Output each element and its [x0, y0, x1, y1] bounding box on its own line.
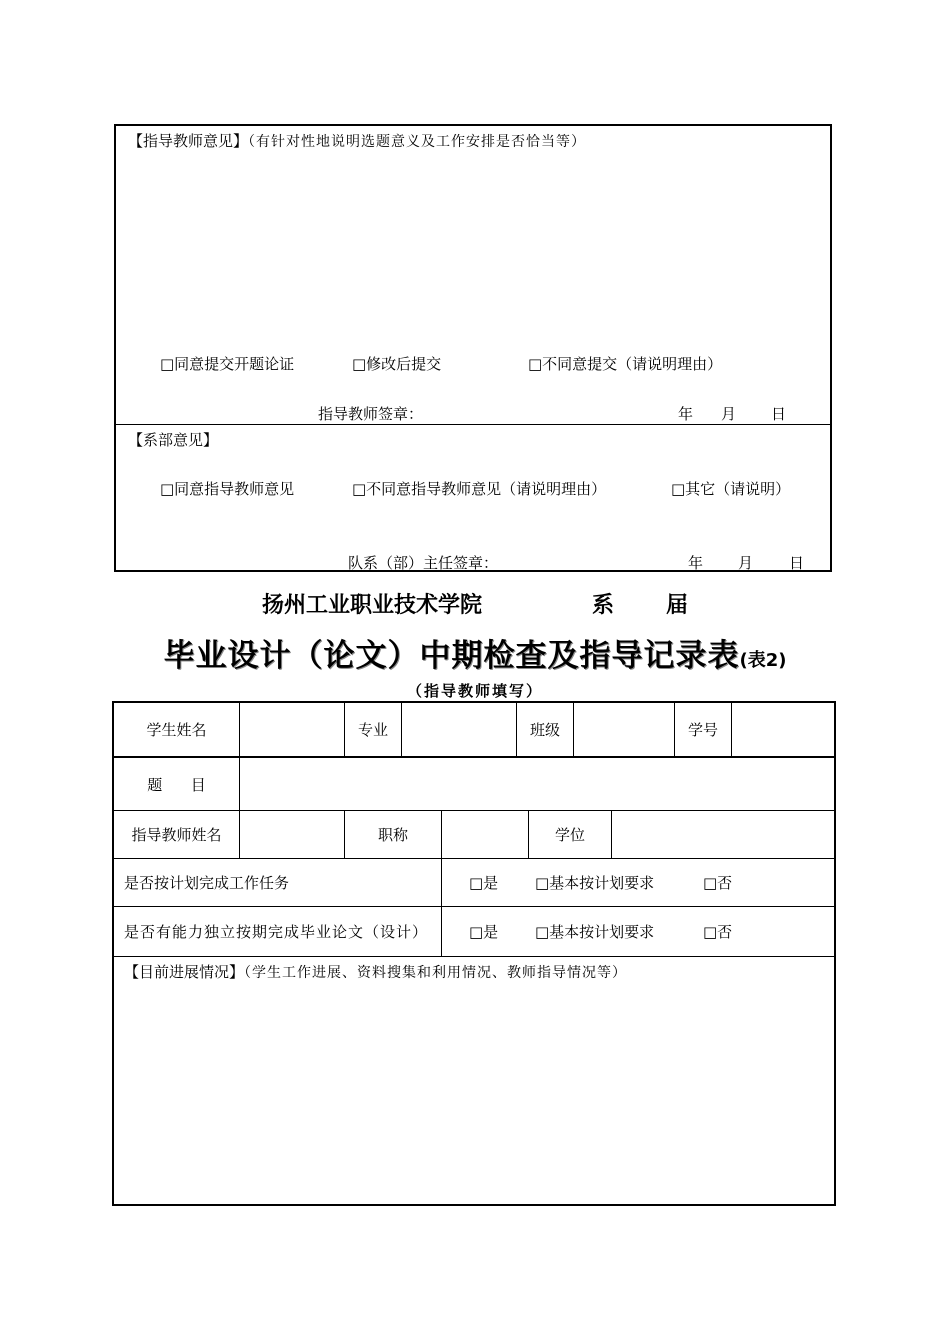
advisor-heading-text: 【指导教师意见】: [128, 132, 249, 150]
main-title: 毕业设计（论文）中期检查及指导记录表: [163, 638, 740, 674]
student-name-label: 学生姓名: [146, 721, 207, 739]
class-label: 班级: [529, 721, 560, 739]
q2-option-no[interactable]: □否: [703, 923, 733, 941]
dept-label: 系: [591, 593, 614, 618]
progress-hint: （学生工作进展、资料搜集和利用情况、教师指导情况等）: [244, 965, 628, 981]
advisor-name-field[interactable]: [240, 811, 344, 858]
q1-option-no[interactable]: □否: [703, 874, 733, 892]
major-label: 专业: [357, 721, 388, 739]
section-divider: [116, 424, 830, 425]
option-agree-submit[interactable]: □同意提交开题论证: [160, 355, 295, 373]
advisor-opinion-heading: [128, 132, 586, 151]
advisor-name-label: 指导教师姓名: [131, 826, 222, 844]
advisor-signature-label: 指导教师签章：: [318, 405, 424, 423]
col-divider: [441, 859, 442, 956]
class-field[interactable]: [574, 703, 674, 756]
dept-date-day: 日: [789, 554, 805, 572]
q1-option-basic[interactable]: □基本按计划要求: [535, 874, 655, 892]
advisor-hint-text: （有针对性地说明选题意义及工作安排是否恰当等）: [248, 134, 587, 150]
dept-head-signature-label: 队系（部）主任签章：: [348, 554, 499, 572]
session-label: 届: [666, 593, 689, 618]
q1-option-yes[interactable]: □是: [469, 874, 499, 892]
table-number: (表2): [739, 650, 787, 671]
option-disagree-submit[interactable]: □不同意提交（请说明理由）: [528, 355, 723, 373]
page-title: [0, 630, 950, 675]
advisor-date-month: 月: [721, 405, 737, 423]
student-id-field[interactable]: [732, 703, 834, 756]
opinion-box: [114, 124, 832, 572]
student-name-field[interactable]: [240, 703, 344, 756]
dept-opinion-heading: 【系部意见】: [128, 431, 219, 449]
row-divider: [114, 956, 834, 957]
dept-date-year: 年: [688, 554, 704, 572]
topic-label: 题 目: [147, 775, 206, 794]
question-on-schedule: 是否按计划完成工作任务: [124, 874, 290, 892]
advisor-date-day: 日: [771, 405, 787, 423]
student-id-label: 学号: [687, 721, 718, 739]
progress-field[interactable]: [118, 988, 830, 1198]
major-field[interactable]: [402, 703, 516, 756]
option-dept-other[interactable]: □其它（请说明）: [671, 480, 791, 498]
progress-heading: 【目前进展情况】: [124, 963, 245, 981]
dept-date-month: 月: [738, 554, 754, 572]
option-dept-agree[interactable]: □同意指导教师意见: [160, 480, 295, 498]
q2-option-basic[interactable]: □基本按计划要求: [535, 923, 655, 941]
degree-label: 学位: [554, 826, 585, 844]
job-title-label: 职称: [377, 826, 408, 844]
job-title-field[interactable]: [442, 811, 528, 858]
question-independent-completion: 是否有能力独立按期完成毕业论文（设计）: [124, 922, 429, 941]
school-name: 扬州工业职业技术学院: [261, 593, 482, 618]
option-dept-disagree[interactable]: □不同意指导教师意见（请说明理由）: [352, 480, 607, 498]
progress-heading-line: [124, 963, 627, 982]
degree-field[interactable]: [612, 811, 834, 858]
school-title-line: [0, 588, 950, 619]
topic-field[interactable]: [240, 758, 834, 810]
option-revise-submit[interactable]: □修改后提交: [352, 355, 442, 373]
advisor-date-year: 年: [678, 405, 694, 423]
mid-term-check-table: [112, 701, 836, 1206]
subtitle: （指导教师填写）: [406, 682, 543, 700]
q2-option-yes[interactable]: □是: [469, 923, 499, 941]
